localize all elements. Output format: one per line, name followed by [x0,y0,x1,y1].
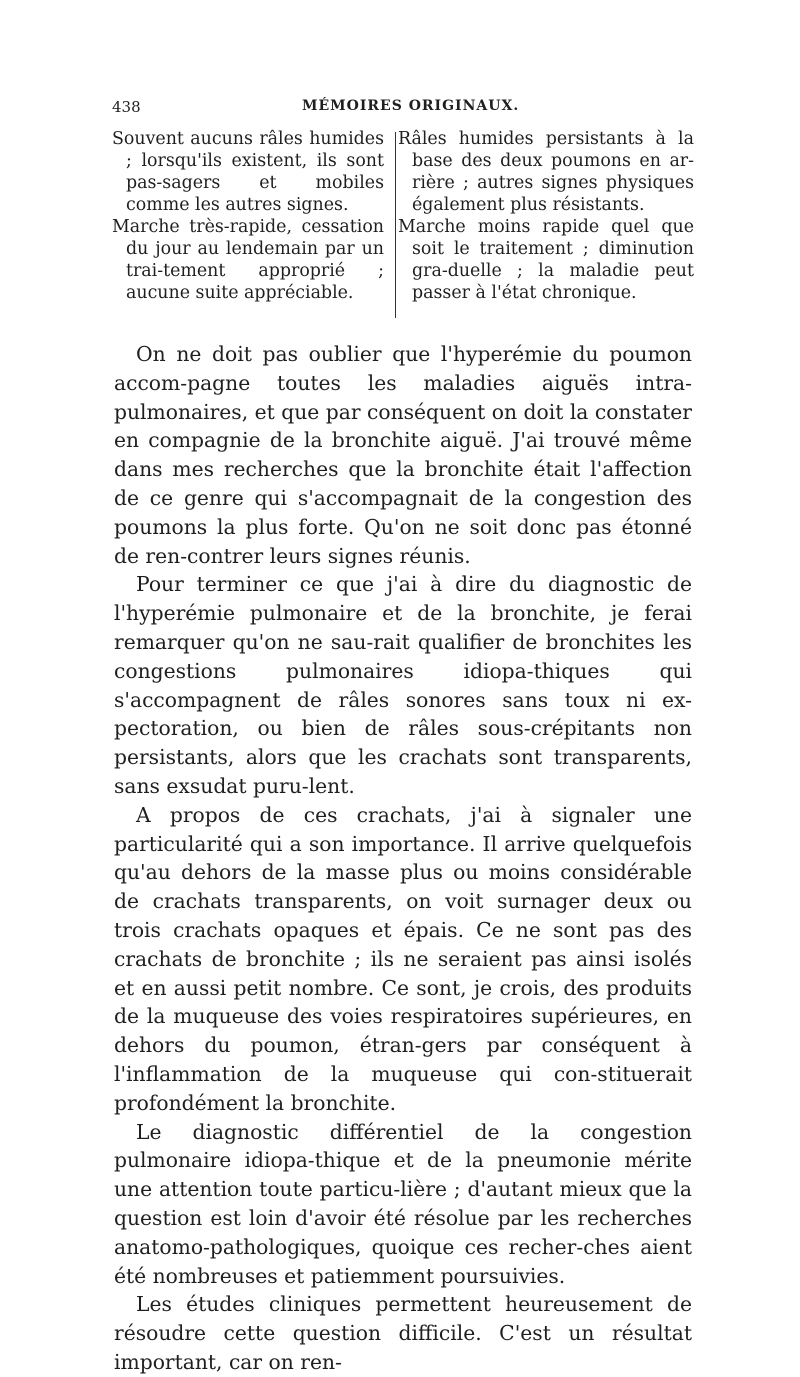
left-column [112,128,384,304]
column-divider [395,132,396,318]
body-text [114,340,692,1377]
paragraph-1: On ne doit pas oublier que l'hyperémie du poumon accom-pagne toutes les maladies aiguës intra-pulmonaires, et que par conséquent on doit la constater en compagnie de la bronchite aiguë. J'ai trouvé même dans mes recherches que la bronchite était l'affection de ce genre qui s'accompagnait de la congestion des poumons la plus forte. Qu'on ne soit donc pas étonné de ren-contrer leurs signes réunis. [114,342,692,568]
paragraph-3: A propos de ces crachats, j'ai à signaler une particularité qui a son importance. Il arrive quelquefois qu'au dehors de la masse plus ou moins considérable de crachats transparents, on voit surnager deux ou trois crachats opaques et épais. Ce ne sont pas des crachats de bronchite ; ils ne seraient pas ainsi isolés et en aussi petit nombre. Ce sont, je crois, des produits de la muqueuse des voies respiratoires supérieures, en dehors du poumon, étran-gers par conséquent à l'inflammation de la muqueuse qui con-stituerait profondément la bronchite. [114,802,692,1115]
left-entry-2: Marche très-rapide, cessation du jour au lendemain par un trai-tement approprié ; aucune suite appréciable. [112,217,384,303]
right-entry-2: Marche moins rapide quel que soit le traitement ; diminution gra-duelle ; la maladie peut passer à l'état chronique. [398,217,694,303]
page-number: 438 [112,98,141,116]
right-entry-1: Râles humides persistants à la base des deux poumons en ar-rière ; autres signes physiques également plus résistants. [398,129,694,215]
paragraph-5: Les études cliniques permettent heureusement de résoudre cette question difficile. C'est un résultat important, car on ren- [114,1292,692,1374]
running-title: MÉMOIRES ORIGINAUX. [302,98,520,114]
paragraph-2: Pour terminer ce que j'ai à dire du diagnostic de l'hyperémie pulmonaire et de la bronchite, je ferai remarquer qu'on ne sau-rait qualifier de bronchites les congestions pulmonaires idiopa-thiques qui s'accompagnent de râles sonores sans toux ni ex-pectoration, ou bien de râles sous-crépitants non persistants, alors que les crachats sont transparents, sans exsudat puru-lent. [114,572,692,798]
paragraph-4: Le diagnostic différentiel de la congestion pulmonaire idiopa-thique et de la pneumonie mérite une attention toute particu-lière ; d'autant mieux que la question est loin d'avoir été résolue par les recherches anatomo-pathologiques, quoique ces recher-ches aient été nombreuses et patiemment poursuivies. [114,1119,692,1288]
left-entry-1: Souvent aucuns râles humides ; lorsqu'ils existent, ils sont pas-sagers et mobiles comme les autres signes. [112,129,384,215]
right-column [398,128,694,304]
